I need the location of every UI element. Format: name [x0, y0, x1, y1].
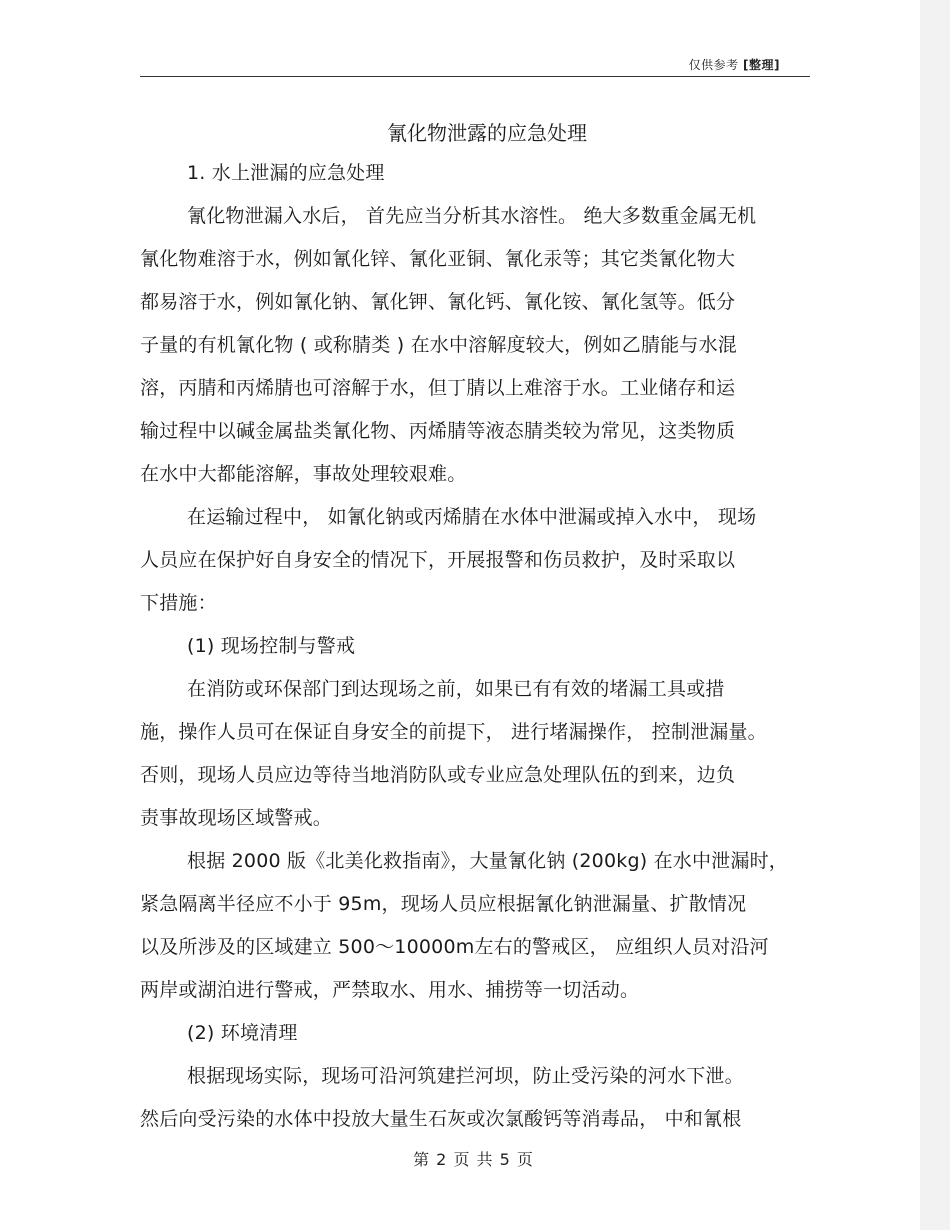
- header-note: [689, 56, 780, 73]
- paragraph-line: 在运输过程中， 如氰化钠或丙烯腈在水体中泄漏或掉入水中， 现场: [187, 506, 757, 528]
- document-title: 氰化物泄露的应急处理: [387, 121, 587, 145]
- header-divider: [140, 76, 810, 77]
- page-margin: [920, 0, 950, 1230]
- section-heading: 1. 水上泄漏的应急处理: [187, 162, 385, 184]
- paragraph-line: 下措施：: [140, 592, 217, 614]
- paragraph-line: 溶，丙腈和丙烯腈也可溶解于水，但丁腈以上难溶于水。工业储存和运: [140, 377, 736, 399]
- paragraph-line: 否则，现场人员应边等待当地消防队或专业应急处理队伍的到来，边负: [140, 764, 736, 786]
- document-body: [140, 155, 810, 1144]
- header-note-text: 仅供参考: [688, 58, 739, 72]
- paragraph-line: 根据 2000 版《北美化救指南》，大量氰化钠 (200kg) 在水中泄漏时，: [187, 850, 788, 872]
- paragraph-line: 责事故现场区域警戒。: [140, 807, 333, 829]
- paragraph-line: 子量的有机氰化物 ( 或称腈类 ) 在水中溶解度较大，例如乙腈能与水混: [140, 334, 737, 356]
- paragraph-line: 在消防或环保部门到达现场之前，如果已有有效的堵漏工具或措: [187, 678, 725, 700]
- paragraph-line: 人员应在保护好自身安全的情况下，开展报警和伤员救护，及时采取以: [140, 549, 736, 571]
- paragraph-line: 输过程中以碱金属盐类氰化物、丙烯腈等液态腈类较为常见，这类物质: [140, 420, 736, 442]
- paragraph-line: 根据现场实际，现场可沿河筑建拦河坝，防止受污染的河水下泄。: [187, 1065, 744, 1087]
- paragraph-line: 紧急隔离半径应不小于 95m，现场人员应根据氰化钠泄漏量、扩散情况: [140, 893, 747, 915]
- paragraph-line: 都易溶于水，例如氰化钠、氰化钾、氰化钙、氰化铵、氰化氢等。低分: [140, 291, 736, 313]
- paragraph-line: 氰化物泄漏入水后， 首先应当分析其水溶性。 绝大多数重金属无机: [187, 205, 757, 227]
- paragraph-line: 以及所涉及的区域建立 500～10000m左右的警戒区， 应组织人员对沿河: [140, 936, 769, 958]
- paragraph-line: 氰化物难溶于水，例如氰化锌、氰化亚铜、氰化汞等；其它类氰化物大: [140, 248, 736, 270]
- paragraph-line: 然后向受污染的水体中投放大量生石灰或次氯酸钙等消毒品， 中和氰根: [140, 1108, 742, 1130]
- subsection-heading: (2) 环境清理: [187, 1022, 298, 1044]
- header-note-tag: [整理]: [743, 58, 780, 72]
- paragraph-line: 两岸或湖泊进行警戒，严禁取水、用水、捕捞等一切活动。: [140, 979, 640, 1001]
- paragraph-line: 在水中大都能溶解，事故处理较艰难。: [140, 463, 467, 485]
- paragraph-line: 施，操作人员可在保证自身安全的前提下， 进行堵漏操作， 控制泄漏量。: [140, 721, 767, 743]
- subsection-heading: (1) 现场控制与警戒: [187, 635, 356, 657]
- page-number: 第 2 页 共 5 页: [413, 1150, 533, 1169]
